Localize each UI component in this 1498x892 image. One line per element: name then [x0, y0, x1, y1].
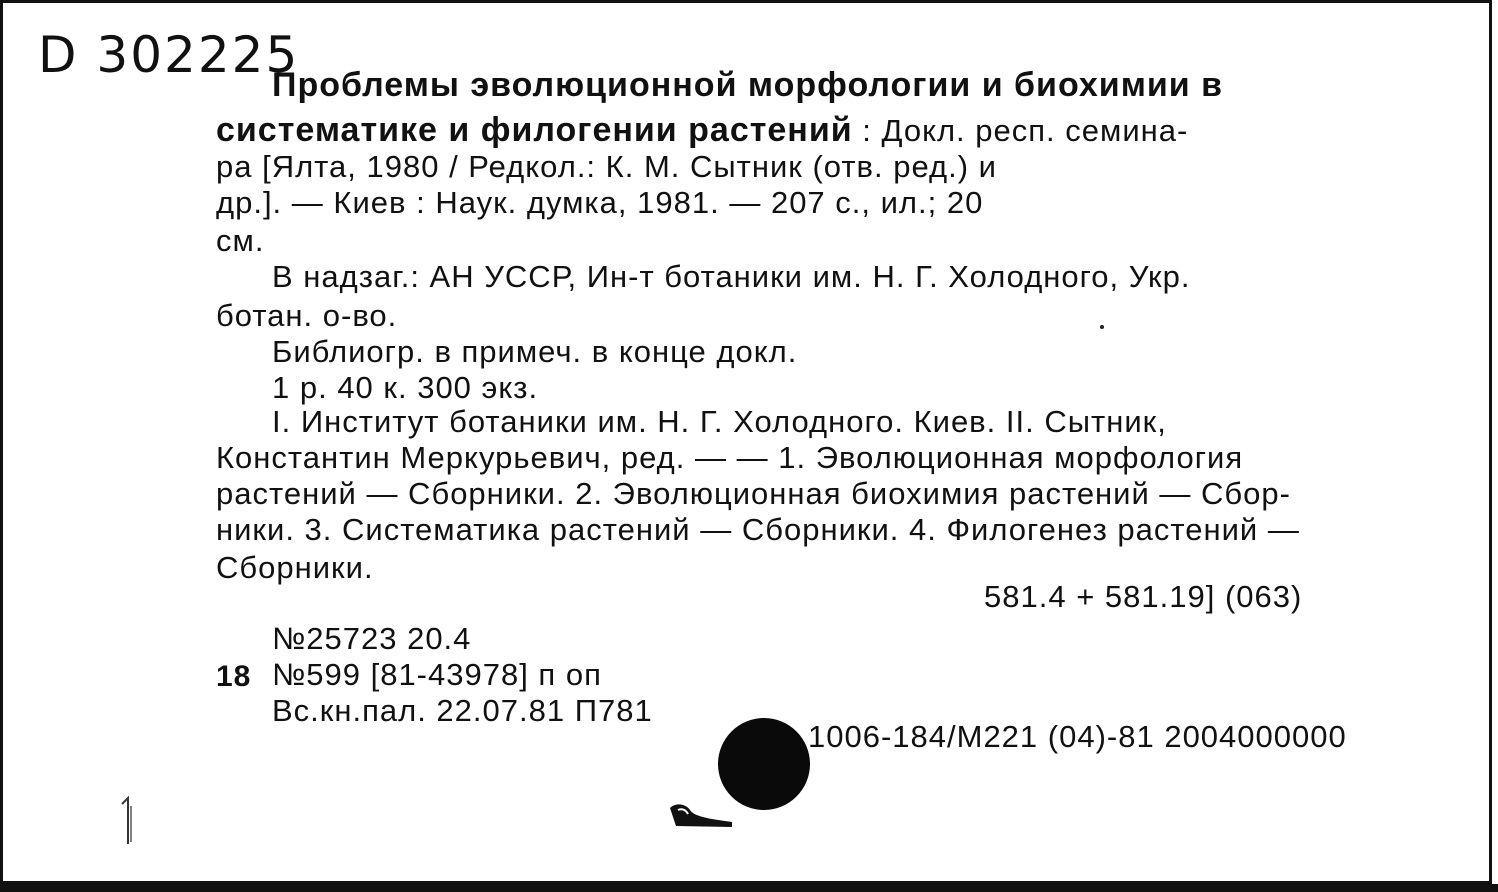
udc-code: 581.4 + 581.19] (063)	[984, 579, 1303, 614]
book-chamber-line: Вс.кн.пал. 22.07.81 П781	[272, 693, 653, 728]
ink-scribble	[666, 800, 738, 834]
price-line: 1 р. 40 к. 300 экз.	[272, 370, 539, 405]
imprint-line-3: см.	[216, 223, 265, 258]
catalog-number-line: №599 [81-43978] п оп	[272, 657, 602, 692]
pencil-mark	[118, 796, 138, 848]
punch-hole	[718, 718, 810, 810]
note-line-1: В надзаг.: АН УССР, Ин-т ботаники им. Н. Г. Холодного, Укр.	[272, 259, 1191, 294]
tracing-line-5: Сборники.	[216, 550, 374, 585]
publisher-code: 1006-184/М221 (04)-81 2004000000	[808, 719, 1347, 754]
bibliography-note: Библиогр. в примеч. в конце докл.	[272, 334, 798, 369]
print-run-prefix: 18	[216, 660, 252, 693]
tracing-line-2: Константин Меркурьевич, ред. — — 1. Эволюционная морфология	[216, 440, 1244, 475]
title-text-1: Проблемы эволюционной морфологии и биохимии в	[272, 66, 1223, 104]
publication-type: : Докл. респ. семина-	[852, 113, 1189, 148]
imprint-line-1: ра [Ялта, 1980 / Редкол.: К. М. Сытник (отв. ред.) и	[216, 149, 997, 184]
registration-number: №25723 20.4	[272, 621, 472, 656]
title-text-2: систематике и филогении растений	[216, 111, 853, 149]
imprint-line-2: др.]. — Киев : Наук. думка, 1981. — 207 с., ил.; 20	[216, 185, 984, 220]
card-bottom-edge	[0, 884, 1498, 892]
tracing-line-3: растений — Сборники. 2. Эволюционная биохимия растений — Сбор-	[216, 476, 1291, 511]
title-line-1	[272, 66, 1382, 104]
title-line-2	[216, 111, 1188, 150]
ink-speck	[1100, 325, 1104, 329]
note-line-2: ботан. о-во.	[216, 298, 398, 333]
tracing-line-4: ники. 3. Систематика растений — Сборники. 4. Филогенез растений —	[216, 512, 1300, 547]
handwritten-call-number: D 302225	[38, 26, 300, 84]
tracing-line-1: I. Институт ботаники им. Н. Г. Холодного. Киев. II. Сытник,	[272, 404, 1167, 439]
